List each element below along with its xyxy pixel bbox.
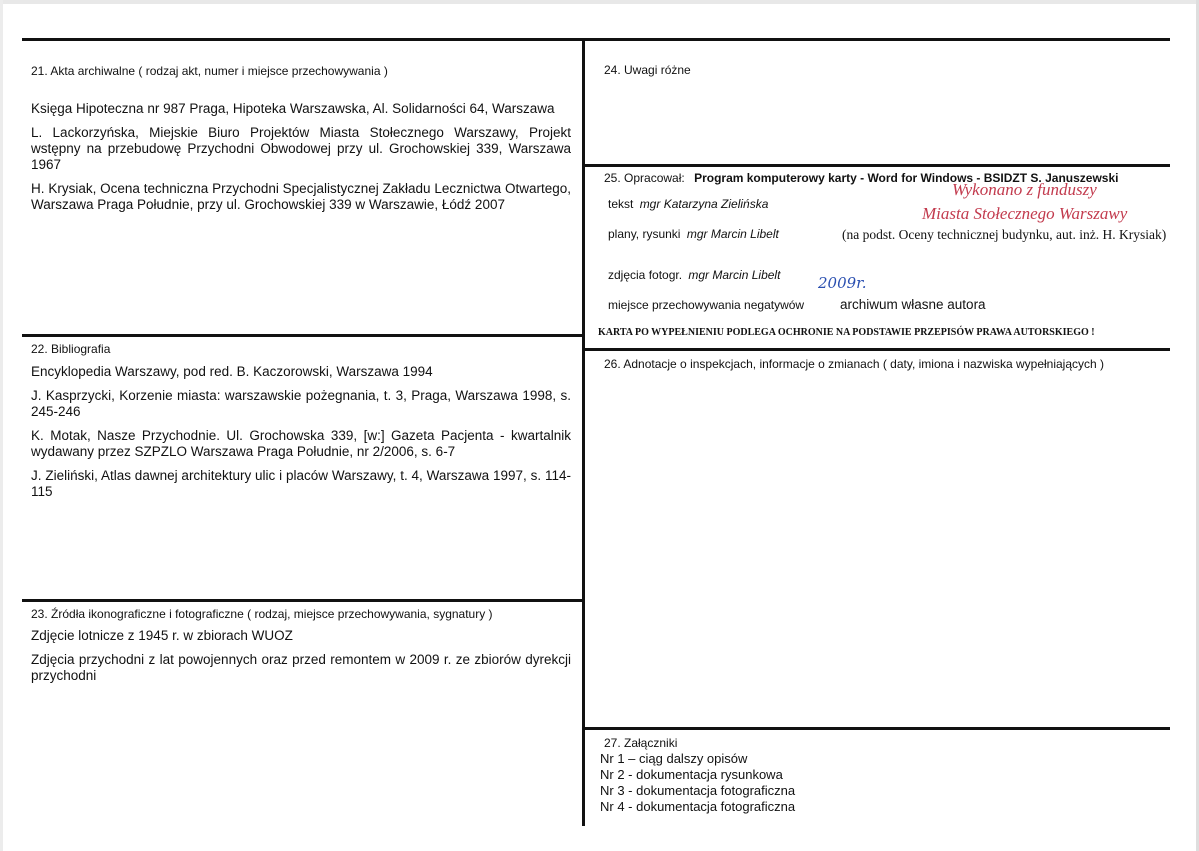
divider-24-25 [585,164,1170,167]
s25-plany-note: (na podst. Oceny technicznej budynku, aut. inż. H. Krysiak) [842,227,1167,242]
s25-plany-label: plany, rysunki [608,227,681,241]
stamp-line-1: Wykonano z funduszy [952,180,1097,199]
s25-neg-label: miejsce przechowywania negatywów [608,298,805,312]
s25-zdjecia-label: zdjęcia fotogr. [608,268,683,282]
attachment-item: Nr 3 - dokumentacja fotograficzna [600,783,796,798]
s21-entry: L. Lackorzyńska, Miejskie Biuro Projektów Miasta Stołecznego Warszawy, Projekt wstępny na przebudowę Przychodni Obwodowej przy ul. Grochowskiej 339, Warszawa 1967 [31,125,571,172]
s21-entry: H. Krysiak, Ocena techniczna Przychodni Specjalistycznej Zakładu Lecznictwa Otwartego, Warszawa Praga Południe, przy ul. Grochowskiej 339 w Warszawie, Łódź 2007 [31,181,571,212]
section-23-heading: 23. Źródła ikonograficzne i fotograficzne ( rodzaj, miejsce przechowywania, sygnatury ) [31,607,493,621]
s22-entry: J. Kasprzycki, Korzenie miasta: warszawskie pożegnania, t. 3, Praga, Warszawa 1998, s. 245-246 [31,388,571,419]
s25-zdjecia-value: mgr Marcin Libelt [688,268,781,282]
section-21-heading: 21. Akta archiwalne ( rodzaj akt, numer i miejsce przechowywania ) [31,64,388,78]
s23-entry: Zdjęcia przychodni z lat powojennych oraz przed remontem w 2009 r. ze zbiorów dyrekcji przychodni [31,652,571,683]
section-24-heading: 24. Uwagi różne [604,63,691,77]
s25-program: Program komputerowy karty - Word for Windows - BSIDZT S. Januszewski [694,171,1119,185]
section-26-heading: 26. Adnotacje o inspekcjach, informacje o zmianach ( daty, imiona i nazwiska wypełniających ) [604,357,1105,371]
s25-label: 25. Opracował: [604,171,685,185]
s25-copyright-notice: KARTA PO WYPEŁNIENIU PODLEGA OCHRONIE NA PODSTAWIE PRZEPISÓW PRAWA AUTORSKIEGO ! [598,327,1095,338]
s21-entry: Księga Hipoteczna nr 987 Praga, Hipoteka Warszawska, Al. Solidarności 64, Warszawa [31,101,555,116]
attachment-item: Nr 4 - dokumentacja fotograficzna [600,799,796,814]
s22-entry: J. Zieliński, Atlas dawnej architektury ulic i placów Warszawy, t. 4, Warszawa 1997, s. 114-115 [31,468,571,499]
section-21-akta [31,64,571,213]
section-22-heading: 22. Bibliografia [31,342,111,356]
divider-center [582,38,585,826]
divider-26-27 [585,727,1170,730]
s25-tekst-row [608,197,768,211]
s25-tekst-label: tekst [608,197,634,211]
s25-neg-row [608,298,804,312]
divider-top [22,38,1170,41]
s25-zdjecia-row [608,268,780,282]
s22-entry: Encyklopedia Warszawy, pod red. B. Kaczorowski, Warszawa 1994 [31,364,433,379]
scan-edge-top [0,0,1199,4]
s25-tekst-value: mgr Katarzyna Zielińska [639,197,769,211]
s25-plany-row [608,227,779,241]
attachment-item: Nr 1 – ciąg dalszy opisów [600,751,748,766]
stamp-line-2: Miasta Stołecznego Warszawy [922,204,1128,223]
scan-edge-left [0,0,3,851]
section-23-zrodla [31,607,571,684]
s25-plany-value: mgr Marcin Libelt [686,227,779,241]
section-27-heading: 27. Załączniki [604,736,678,750]
section-22-bibliografia [31,342,571,500]
handwritten-year: 2009r. [818,274,867,292]
divider-22-23 [22,599,582,602]
s22-entry: K. Motak, Nasze Przychodnie. Ul. Grochowska 339, [w:] Gazeta Pacjenta - kwartalnik wydawany przez SZPZLO Warszawa Praga Południe, nr 2/2006, s. 6-7 [31,428,571,459]
divider-21-22 [22,334,582,337]
attachment-item: Nr 2 - dokumentacja rysunkowa [600,767,783,782]
s23-entry: Zdjęcie lotnicze z 1945 r. w zbiorach WUOZ [31,628,293,643]
divider-25-26 [585,348,1170,351]
s25-neg-value: archiwum własne autora [840,297,986,312]
section-27-zalaczniki [600,736,1160,815]
